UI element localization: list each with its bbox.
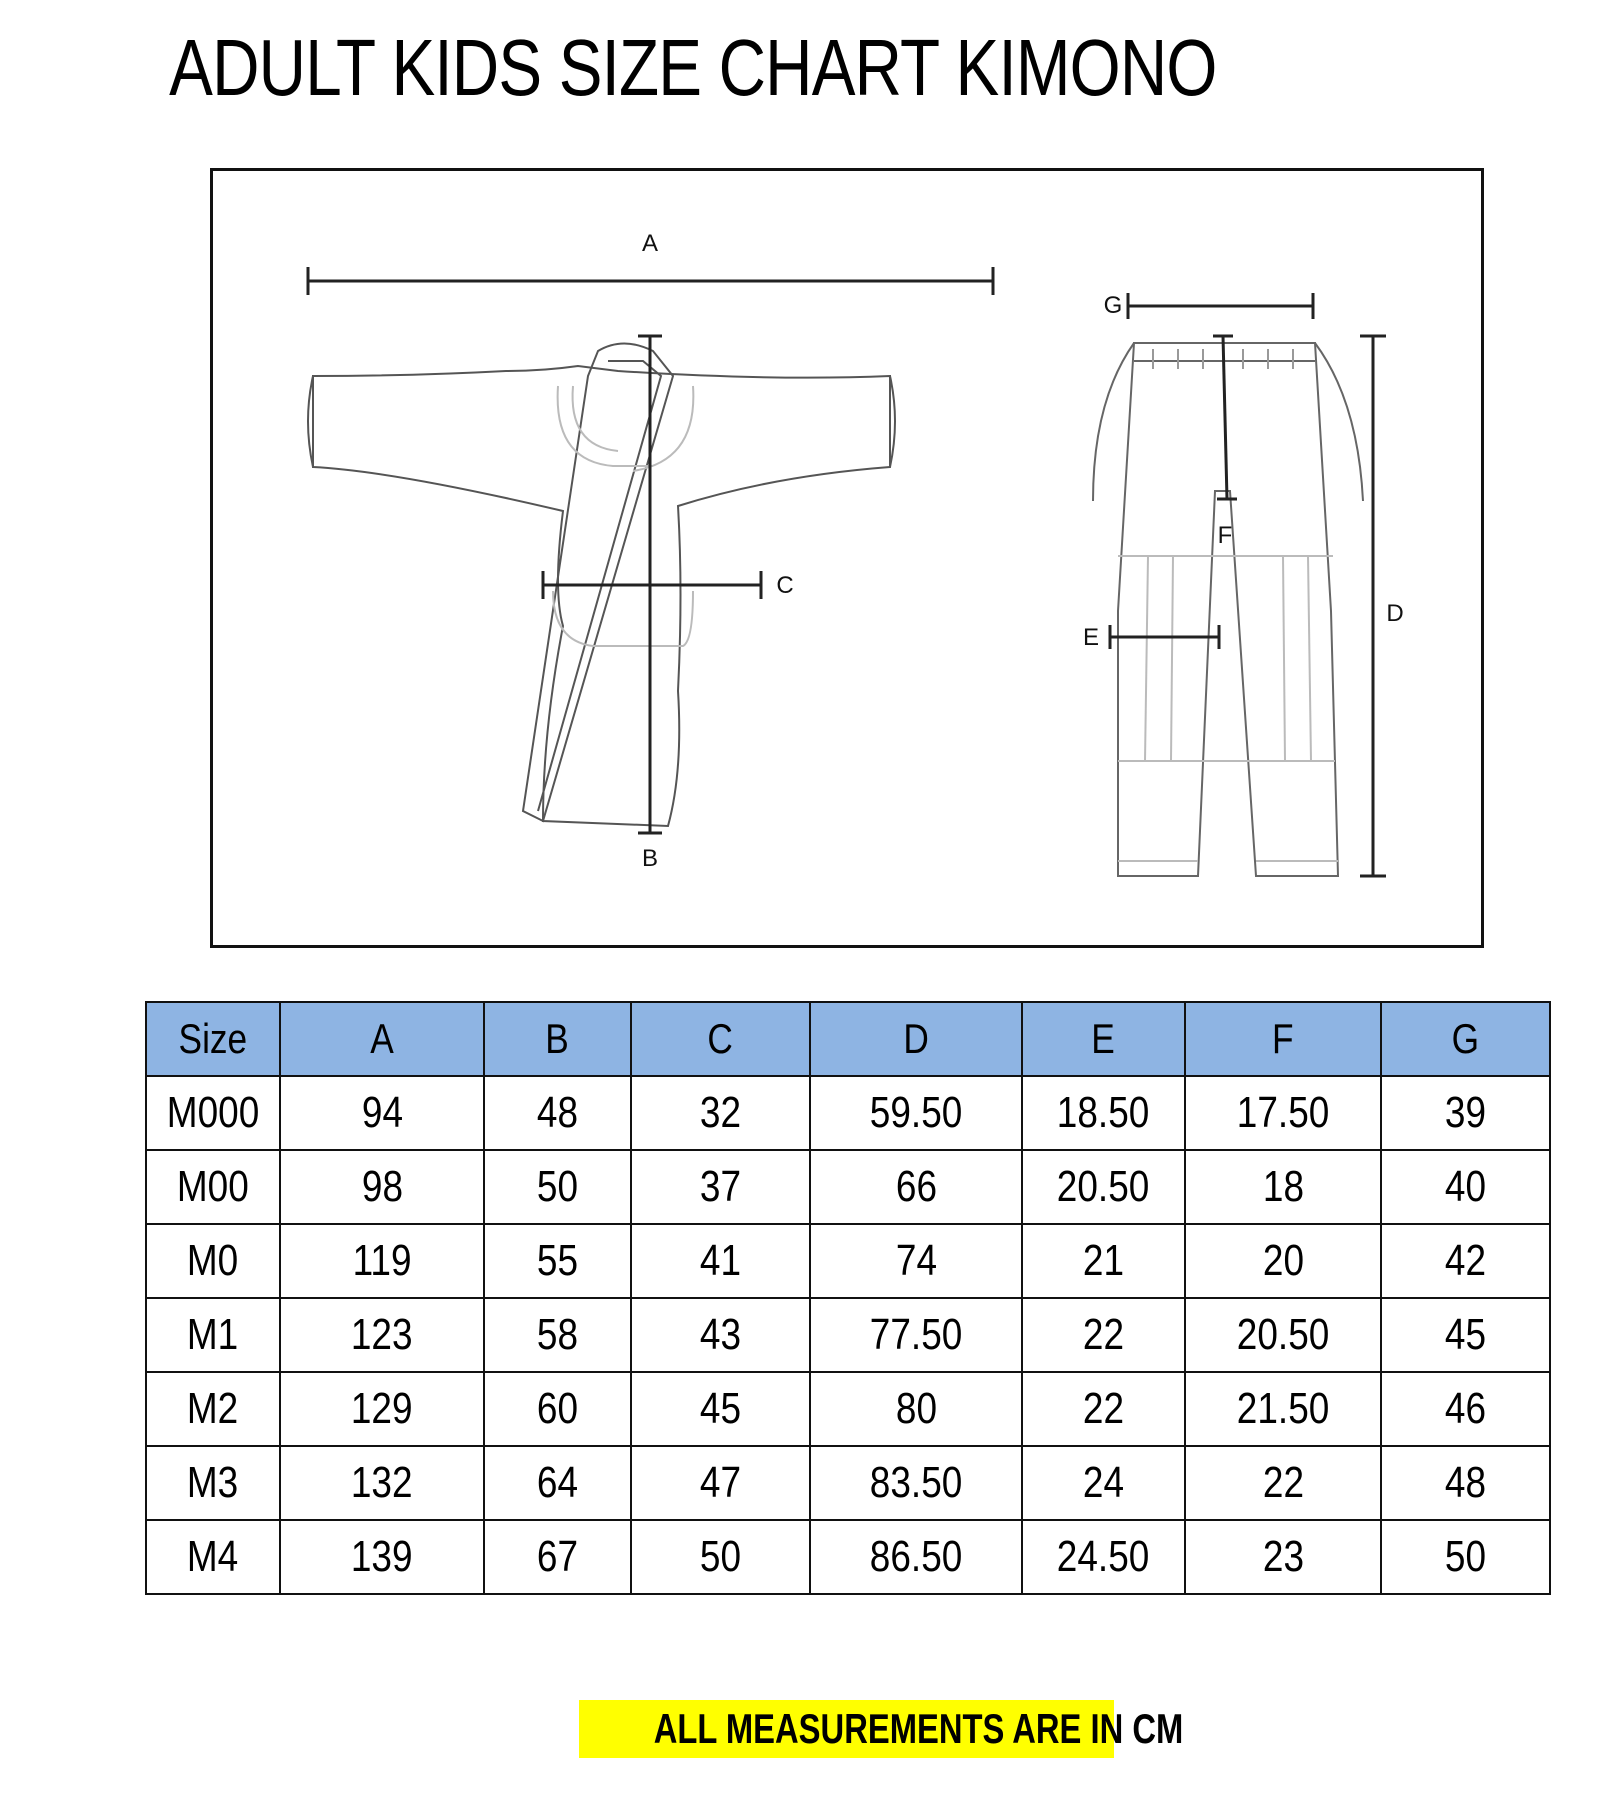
- measurement-cell: 37: [631, 1150, 810, 1224]
- measurement-cell: 20.50: [1185, 1298, 1381, 1372]
- kimono-diagram-svg: [213, 171, 1487, 951]
- measurement-cell: 86.50: [810, 1520, 1022, 1594]
- measurement-cell: 60: [484, 1372, 631, 1446]
- measurement-cell: 43: [631, 1298, 810, 1372]
- size-cell: M000: [146, 1076, 280, 1150]
- measurement-cell: 55: [484, 1224, 631, 1298]
- measurement-cell: 50: [1381, 1520, 1550, 1594]
- measurement-cell: 132: [280, 1446, 484, 1520]
- measurement-cell: 41: [631, 1224, 810, 1298]
- label-g: G: [1103, 292, 1123, 319]
- measurement-cell: 59.50: [810, 1076, 1022, 1150]
- pants-outline: [1093, 343, 1363, 876]
- dimension-a: [308, 267, 993, 295]
- measurement-cell: 48: [1381, 1446, 1550, 1520]
- size-cell: M4: [146, 1520, 280, 1594]
- label-c: C: [776, 572, 794, 599]
- header-d: D: [810, 1002, 1022, 1076]
- jacket-inner-lines: [553, 386, 693, 646]
- dimension-g: [1128, 293, 1313, 319]
- measurement-cell: 21.50: [1185, 1372, 1381, 1446]
- label-e: E: [1082, 624, 1100, 651]
- dimension-e: [1110, 625, 1219, 649]
- measurement-cell: 45: [631, 1372, 810, 1446]
- measurement-cell: 139: [280, 1520, 484, 1594]
- kimono-diagram: [210, 168, 1484, 948]
- measurement-cell: 32: [631, 1076, 810, 1150]
- measurement-cell: 80: [810, 1372, 1022, 1446]
- measurement-cell: 129: [280, 1372, 484, 1446]
- measurement-cell: 24.50: [1022, 1520, 1185, 1594]
- pants-inner-lines: [1118, 556, 1338, 861]
- measurement-cell: 45: [1381, 1298, 1550, 1372]
- measurement-cell: 123: [280, 1298, 484, 1372]
- table-row: [146, 1224, 1550, 1298]
- measurement-cell: 22: [1185, 1446, 1381, 1520]
- measurement-cell: 64: [484, 1446, 631, 1520]
- header-g: G: [1381, 1002, 1550, 1076]
- header-b: B: [484, 1002, 631, 1076]
- header-a: A: [280, 1002, 484, 1076]
- measurement-cell: 18.50: [1022, 1076, 1185, 1150]
- measurement-cell: 50: [631, 1520, 810, 1594]
- label-f: F: [1217, 522, 1233, 549]
- measurement-cell: 50: [484, 1150, 631, 1224]
- measurement-cell: 21: [1022, 1224, 1185, 1298]
- label-a: A: [641, 230, 659, 257]
- table-header-row: [146, 1002, 1550, 1076]
- table-row: [146, 1076, 1550, 1150]
- measurement-cell: 83.50: [810, 1446, 1022, 1520]
- header-f: F: [1185, 1002, 1381, 1076]
- page-title: ADULT KIDS SIZE CHART KIMONO: [169, 23, 1217, 112]
- header-e: E: [1022, 1002, 1185, 1076]
- size-cell: M3: [146, 1446, 280, 1520]
- dimension-c: [543, 571, 761, 599]
- measurement-cell: 20.50: [1022, 1150, 1185, 1224]
- size-cell: M2: [146, 1372, 280, 1446]
- table-row: [146, 1150, 1550, 1224]
- measurement-cell: 22: [1022, 1372, 1185, 1446]
- measurement-unit-note: ALL MEASUREMENTS ARE IN CM: [579, 1700, 1114, 1758]
- measurement-cell: 48: [484, 1076, 631, 1150]
- table-row: [146, 1298, 1550, 1372]
- table-row: [146, 1446, 1550, 1520]
- table-row: [146, 1520, 1550, 1594]
- label-d: D: [1386, 600, 1404, 627]
- size-cell: M00: [146, 1150, 280, 1224]
- measurement-cell: 42: [1381, 1224, 1550, 1298]
- table-row: [146, 1372, 1550, 1446]
- measurement-cell: 67: [484, 1520, 631, 1594]
- measurement-cell: 24: [1022, 1446, 1185, 1520]
- measurement-cell: 39: [1381, 1076, 1550, 1150]
- header-size: Size: [146, 1002, 280, 1076]
- header-c: C: [631, 1002, 810, 1076]
- measurement-cell: 66: [810, 1150, 1022, 1224]
- measurement-cell: 23: [1185, 1520, 1381, 1594]
- measurement-cell: 40: [1381, 1150, 1550, 1224]
- label-b: B: [641, 845, 659, 872]
- measurement-cell: 119: [280, 1224, 484, 1298]
- measurement-cell: 77.50: [810, 1298, 1022, 1372]
- measurement-cell: 94: [280, 1076, 484, 1150]
- measurement-cell: 46: [1381, 1372, 1550, 1446]
- size-chart-table: [145, 1001, 1551, 1595]
- measurement-cell: 18: [1185, 1150, 1381, 1224]
- measurement-cell: 74: [810, 1224, 1022, 1298]
- dimension-d: [1360, 336, 1386, 876]
- measurement-cell: 98: [280, 1150, 484, 1224]
- measurement-cell: 17.50: [1185, 1076, 1381, 1150]
- size-cell: M1: [146, 1298, 280, 1372]
- size-cell: M0: [146, 1224, 280, 1298]
- measurement-cell: 47: [631, 1446, 810, 1520]
- measurement-cell: 20: [1185, 1224, 1381, 1298]
- measurement-cell: 58: [484, 1298, 631, 1372]
- measurement-cell: 22: [1022, 1298, 1185, 1372]
